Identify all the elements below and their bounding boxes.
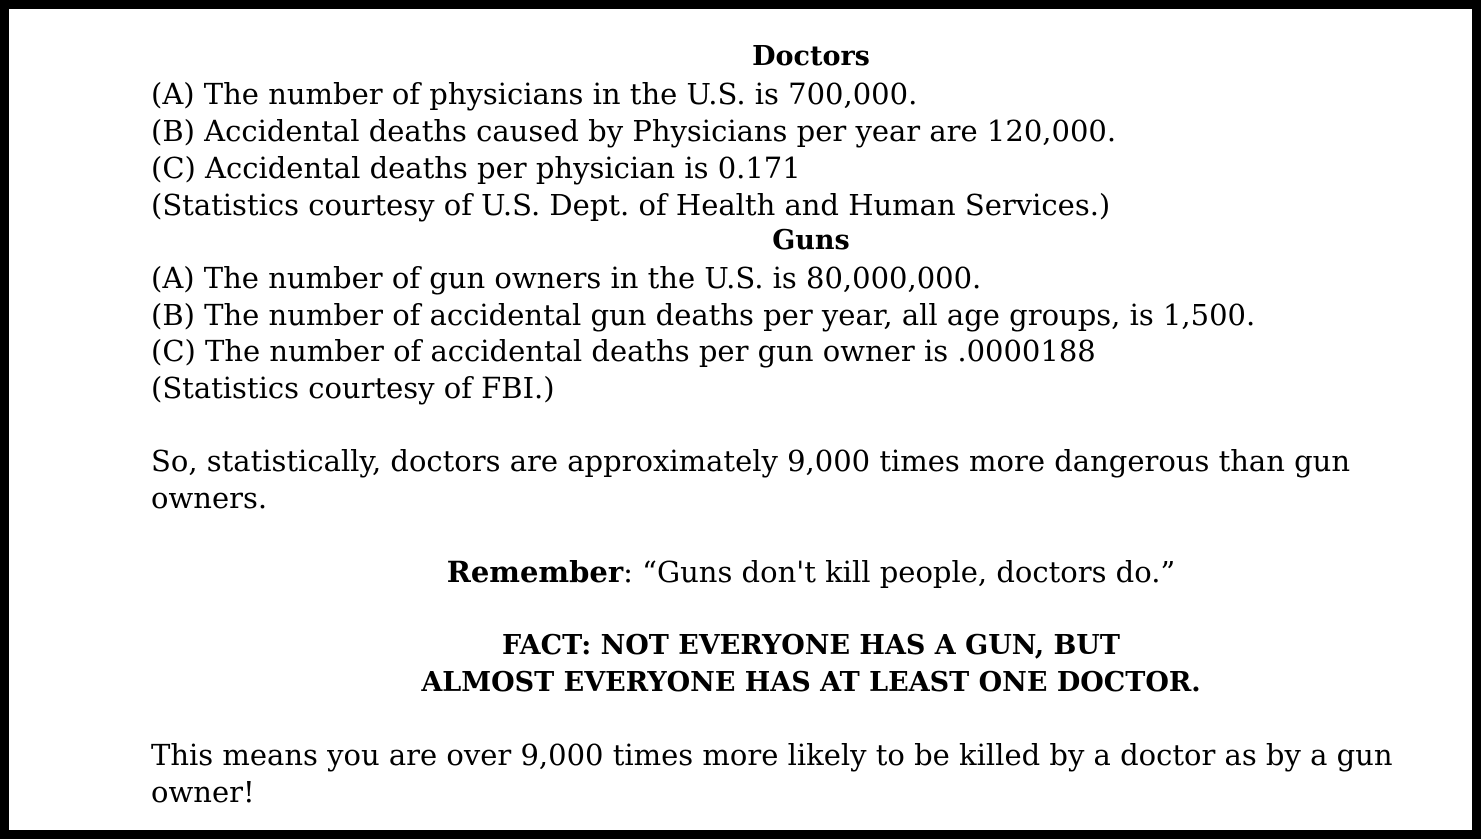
doctors-heading: Doctors [752,41,870,72]
doctors-line-c: (C) Accidental deaths per physician is 0.171 [151,151,801,185]
doctors-line-b: (B) Accidental deaths caused by Physicians per year are 120,000. [151,114,1117,148]
fact-line-2: ALMOST EVERYONE HAS AT LEAST ONE DOCTOR. [421,667,1201,698]
guns-line-c: (C) The number of accidental deaths per gun owner is .0000188 [151,334,1096,368]
guns-heading: Guns [772,225,850,256]
closing-paragraph: This means you are over 9,000 times more likely to be killed by a doctor as by a gun owner! [151,738,1393,809]
remember-label: Remember [446,555,624,589]
fact-line-1: FACT: NOT EVERYONE HAS A GUN, BUT [502,630,1120,661]
guns-line-a: (A) The number of gun owners in the U.S. is 80,000,000. [151,261,982,295]
conclusion-paragraph: So, statistically, doctors are approximately 9,000 times more dangerous than gun owners. [151,444,1351,515]
doctors-line-a: (A) The number of physicians in the U.S. is 700,000. [151,77,918,111]
guns-line-b: (B) The number of accidental gun deaths per year, all age groups, is 1,500. [151,298,1256,332]
doctors-source: (Statistics courtesy of U.S. Dept. of Health and Human Services.) [151,188,1111,222]
remember-line [151,554,1471,590]
remember-quote: : “Guns don't kill people, doctors do.” [623,555,1176,589]
guns-source: (Statistics courtesy of FBI.) [151,371,555,405]
